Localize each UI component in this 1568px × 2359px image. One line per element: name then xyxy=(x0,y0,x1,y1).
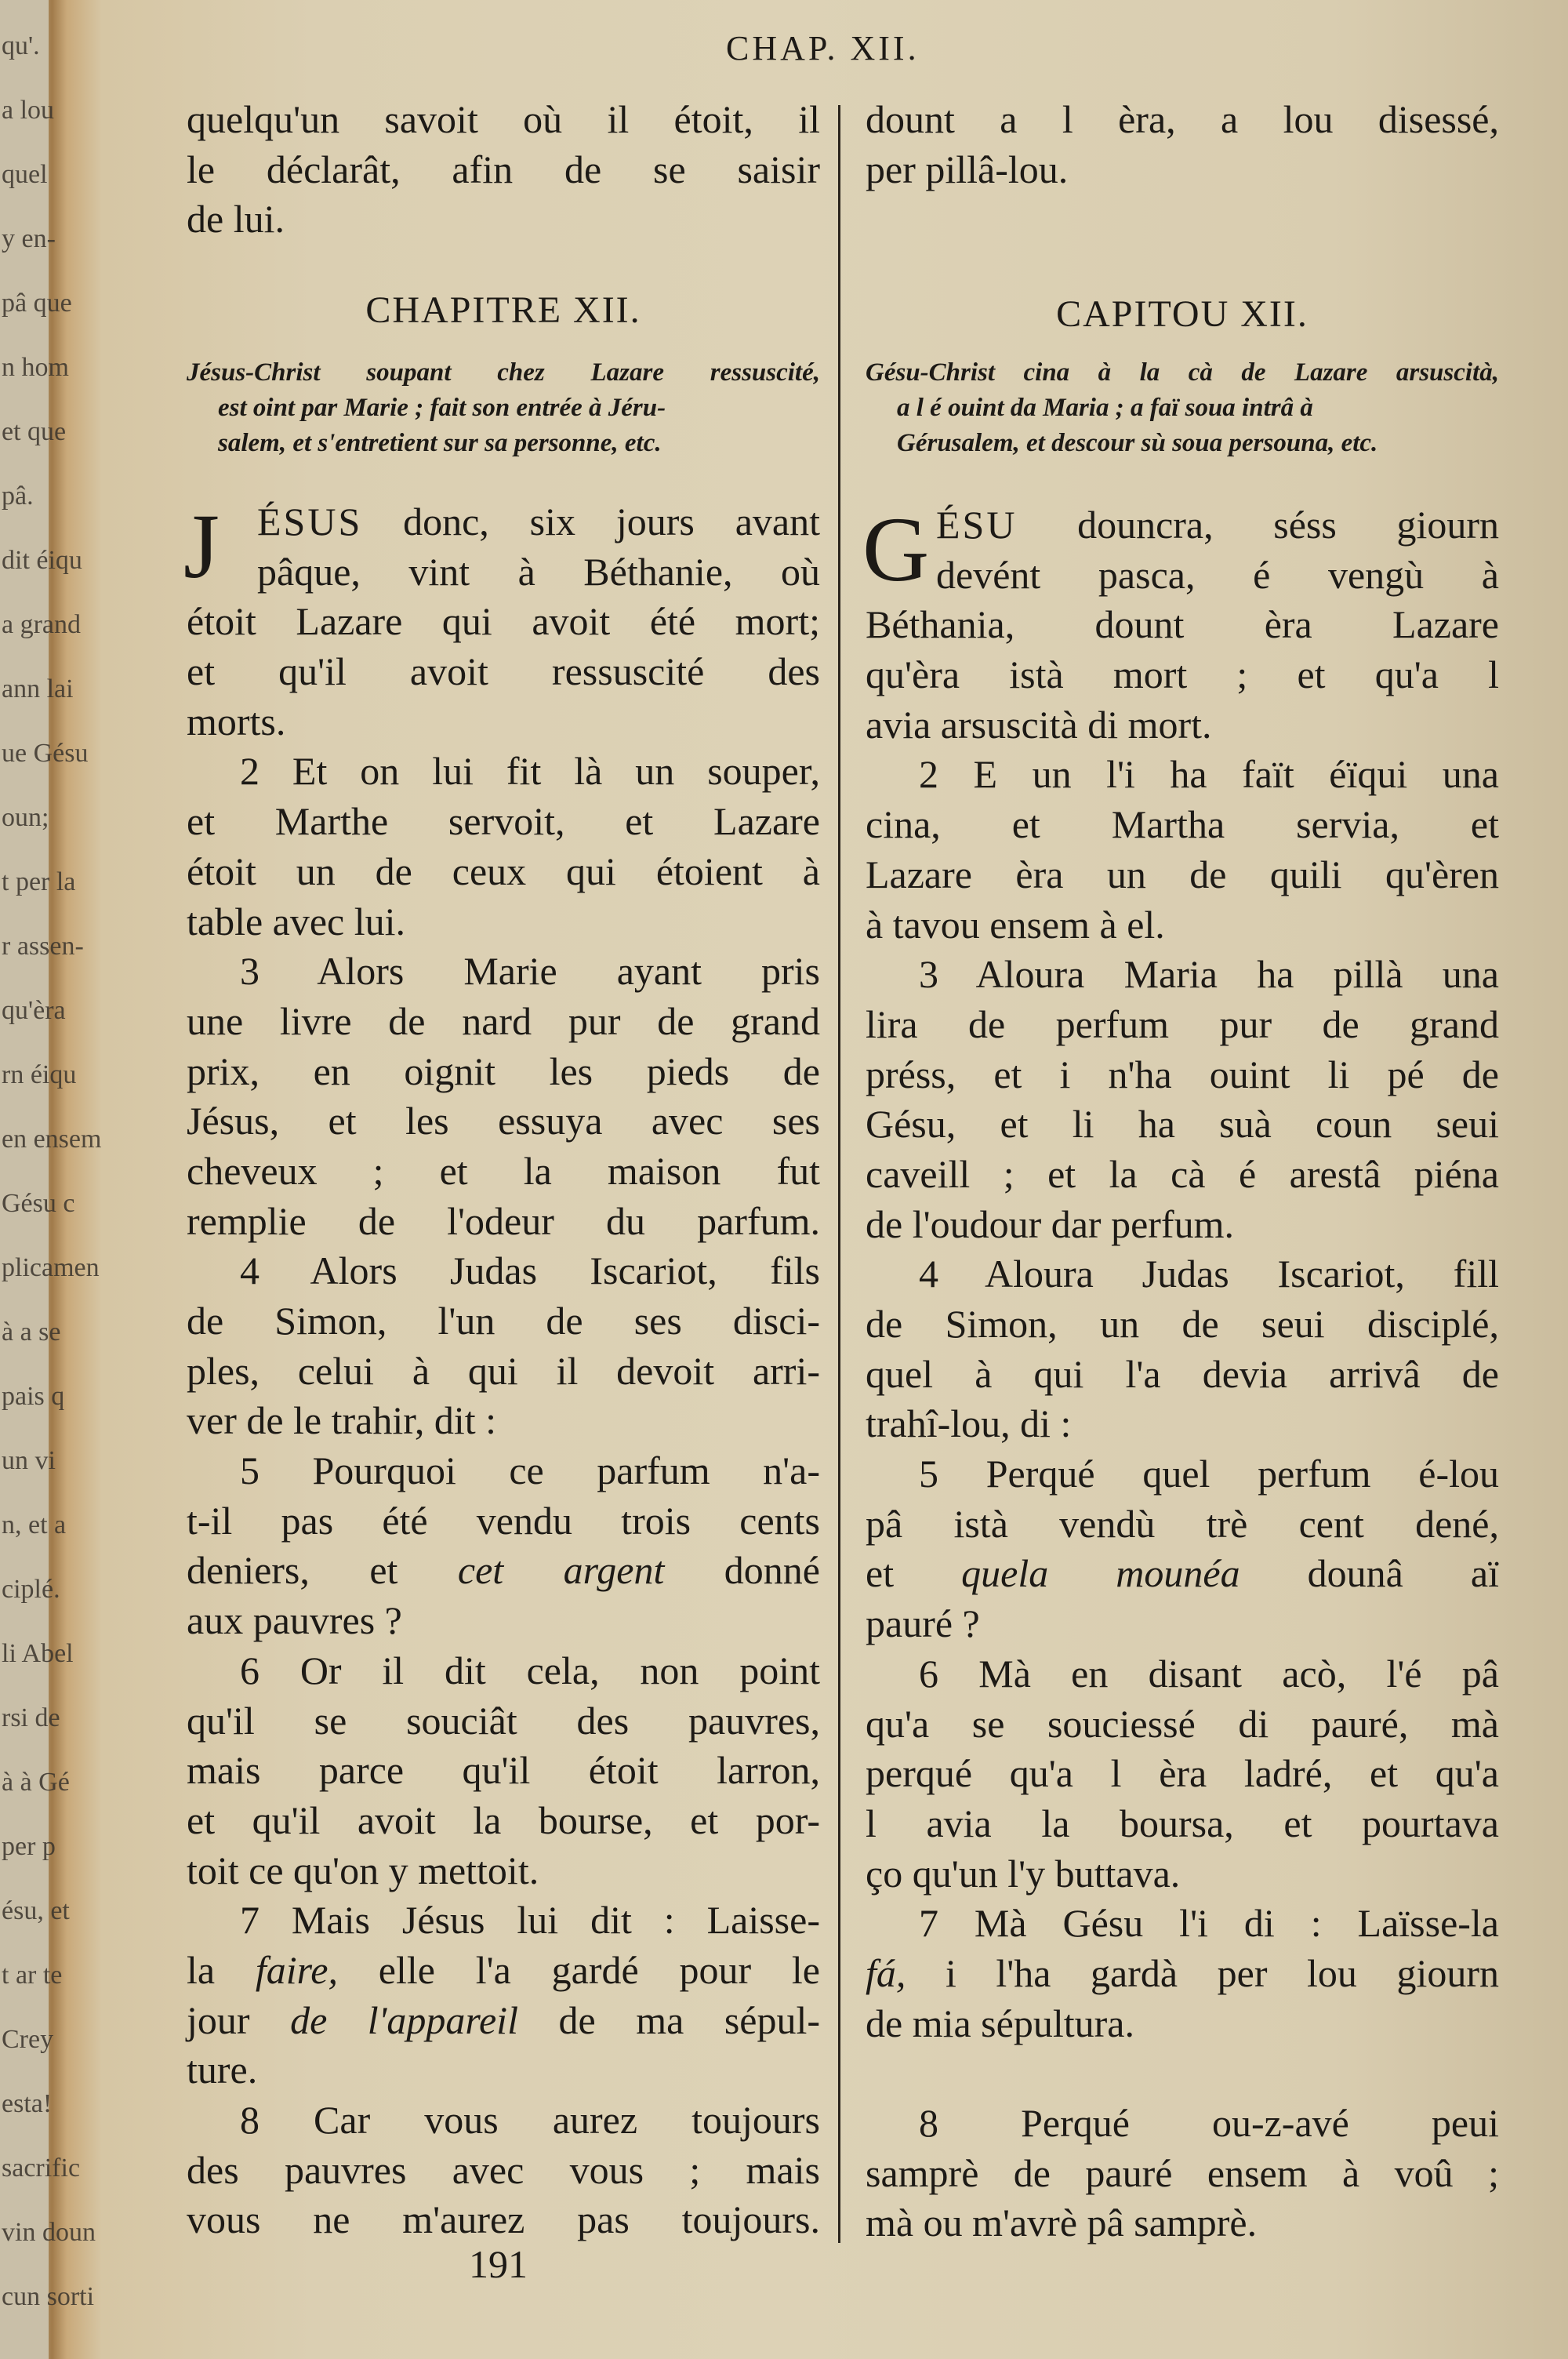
bleed-text-fragment: rsi de xyxy=(2,1703,60,1732)
text-line xyxy=(866,1299,1499,1350)
text-line xyxy=(866,551,1499,601)
line-text: ture. xyxy=(187,2048,258,2092)
line-text: caveill ; et la cà é arestâ piéna xyxy=(866,1151,1499,1196)
text-line xyxy=(187,747,820,797)
text-line xyxy=(187,1996,820,2046)
french-column xyxy=(187,95,820,245)
bleed-text-fragment: r assen- xyxy=(2,932,84,961)
text-line xyxy=(866,2149,1499,2199)
bleed-text-fragment: a grand xyxy=(2,610,82,639)
line-text: Béthania, dount èra Lazare xyxy=(866,602,1499,647)
text-line xyxy=(187,897,820,947)
text-line xyxy=(866,850,1499,900)
text-line xyxy=(866,950,1499,1000)
line-text: t-il pas été vendu trois cents xyxy=(187,1498,820,1543)
bleed-text-fragment: esta! xyxy=(2,2089,53,2118)
line-text: i l'ha gardà per lou giourn xyxy=(906,1950,1499,1995)
drop-cap: J xyxy=(183,495,220,598)
line-text: 5 Perqué quel perfum é-lou xyxy=(919,1452,1499,1496)
italic-text: quela mounéa xyxy=(961,1551,1240,1596)
text-line xyxy=(187,547,820,598)
line-text: préss, et i n'ha ouint li pé de xyxy=(866,1052,1499,1096)
text-line xyxy=(187,1296,820,1347)
text-line xyxy=(866,1050,1499,1100)
text-line xyxy=(866,194,1499,245)
line-text: prix, en oignit les pieds de xyxy=(187,1049,820,1093)
running-head: CHAP. XII. xyxy=(726,29,920,67)
text-line xyxy=(187,2146,820,2196)
text-line xyxy=(866,1649,1499,1699)
line-text: qu'èra istà mort ; et qu'a l xyxy=(866,652,1499,697)
french-chapter-summary xyxy=(187,355,820,461)
bleed-text-fragment: pâ. xyxy=(2,482,34,511)
line-text: 3 Alors Marie ayant pris xyxy=(240,949,820,994)
line-text: le déclarât, afin de se saisir xyxy=(187,147,820,191)
italic-text: cet argent xyxy=(457,1548,665,1593)
line-text: qu'a se souciessé di pauré, mà xyxy=(866,1701,1499,1746)
bleed-text-fragment: plicamen xyxy=(2,1253,100,1282)
line-text: dounâ aï xyxy=(1240,1551,1500,1596)
text-line xyxy=(866,2198,1499,2248)
text-line xyxy=(187,1246,820,1296)
line-text: dount a l èra, a lou disessé, xyxy=(866,97,1499,141)
line-text: étoit un de ceux qui étoient à xyxy=(187,849,820,893)
bleed-text-fragment: ciplé. xyxy=(2,1575,60,1604)
text-line xyxy=(866,1749,1499,1799)
line-text: de l'oudour dar perfum. xyxy=(866,1201,1234,1246)
line-text: 6 Mà en disant acò, l'é pâ xyxy=(919,1651,1499,1696)
bleed-text-fragment: a lou xyxy=(2,96,55,125)
bleed-text-fragment: Gésu c xyxy=(2,1189,75,1218)
text-line xyxy=(866,1999,1499,2049)
bleed-text-fragment: pâ que xyxy=(2,289,72,318)
italic-text: faire, xyxy=(255,1947,338,1992)
bleed-text-fragment: à à Gé xyxy=(2,1768,70,1797)
page-number: 191 xyxy=(469,2242,528,2286)
bleed-text-fragment: et que xyxy=(2,417,67,446)
bleed-text-fragment: pais q xyxy=(2,1382,65,1411)
text-line xyxy=(187,1896,820,1946)
text-line xyxy=(187,947,820,997)
line-text: donné xyxy=(664,1548,821,1593)
provencal-column xyxy=(866,95,1499,245)
text-line xyxy=(866,900,1499,951)
text-line xyxy=(866,1399,1499,1449)
bleed-text-fragment: rn éiqu xyxy=(2,1060,77,1089)
text-line xyxy=(866,600,1499,650)
text-line xyxy=(866,1150,1499,1200)
text-line xyxy=(187,1646,820,1696)
text-line xyxy=(866,1000,1499,1050)
bleed-text-fragment: oun; xyxy=(2,803,49,832)
text-line xyxy=(187,997,820,1047)
line-text: étoit Lazare qui avoit été mort; xyxy=(187,599,820,644)
text-line xyxy=(187,797,820,847)
text-line xyxy=(187,1096,820,1147)
line-text: 2 E un l'i ha faït éïqui una xyxy=(919,752,1499,797)
line-text: samprè de pauré ensem à voû ; xyxy=(866,2150,1499,2195)
bleed-text-fragment: quel xyxy=(2,160,48,189)
small-caps-word: ÉSUS xyxy=(257,500,363,543)
text-line xyxy=(187,145,820,195)
text-line xyxy=(187,1347,820,1397)
line-text: mà ou m'avrè pâ samprè. xyxy=(866,2201,1258,2245)
summary-line: Gérusalem, et descour sù soua persouna, etc. xyxy=(897,429,1378,457)
line-text: quel à qui l'a devia arrivâ de xyxy=(866,1351,1499,1396)
text-line xyxy=(866,1249,1499,1299)
line-text: mais parce qu'il étoit larron, xyxy=(187,1748,820,1793)
text-line xyxy=(866,1350,1499,1400)
provencal-chapter-summary xyxy=(866,355,1499,461)
text-line xyxy=(187,847,820,897)
text-line xyxy=(187,1147,820,1197)
bleed-text-fragment: n hom xyxy=(2,353,69,382)
line-text: de mia sépultura. xyxy=(866,2001,1134,2045)
french-chapter-heading: CHAPITRE XII. xyxy=(365,289,641,331)
line-text: vous ne m'aurez pas toujours. xyxy=(187,2197,820,2242)
line-text: 5 Pourquoi ce parfum n'a- xyxy=(240,1448,820,1493)
line-text: table avec lui. xyxy=(187,899,406,943)
line-text: douncra, séss giourn xyxy=(1017,503,1499,547)
text-line xyxy=(187,1446,820,1496)
line-text: qu'il se souciât des pauvres, xyxy=(187,1698,820,1743)
line-text: ver de le trahir, dit : xyxy=(187,1398,497,1443)
text-line xyxy=(866,1949,1499,1999)
bleed-text-fragment: à a se xyxy=(2,1318,61,1347)
line-text: et qu'il avoit ressuscité des xyxy=(187,649,820,694)
bleed-text-fragment: ésu, et xyxy=(2,1896,70,1925)
line-text: devént pasca, é vengù à xyxy=(936,552,1499,597)
summary-line: est oint par Marie ; fait son entrée à Jéru- xyxy=(218,394,666,422)
text-line xyxy=(866,2099,1499,2149)
line-text: 8 Perqué ou-z-avé peui xyxy=(919,2101,1499,2145)
line-text: ples, celui à qui il devoit arri- xyxy=(187,1348,820,1393)
text-line xyxy=(866,700,1499,751)
bleed-text-fragment: ann lai xyxy=(2,674,74,703)
line-text: deniers, et xyxy=(187,1548,458,1593)
text-line xyxy=(187,1546,820,1596)
line-text: toit ce qu'on y mettoit. xyxy=(187,1848,539,1892)
text-line xyxy=(187,1696,820,1747)
line-text: de Simon, un de seui disciplé, xyxy=(866,1302,1499,1346)
text-line xyxy=(187,2045,820,2095)
text-line xyxy=(866,1699,1499,1750)
line-text: l avia la boursa, et pourtava xyxy=(866,1801,1499,1845)
line-text: cheveux ; et la maison fut xyxy=(187,1148,820,1193)
line-text: trahî-lou, di : xyxy=(866,1401,1072,1446)
line-text: et xyxy=(866,1551,962,1596)
text-line xyxy=(866,800,1499,850)
text-line xyxy=(187,194,820,245)
line-text: donc, six jours avant xyxy=(362,500,820,543)
summary-line: Gésu-Christ cina à la cà de Lazare arsuscità, xyxy=(866,358,1499,387)
line-text: Lazare èra un de quili qu'èren xyxy=(866,852,1499,896)
bleed-text-fragment: en ensem xyxy=(2,1125,102,1154)
text-line xyxy=(866,1100,1499,1150)
line-text: ço qu'un l'y buttava. xyxy=(866,1851,1181,1896)
bleed-text-fragment: ue Gésu xyxy=(2,739,89,768)
bleed-text-fragment: y en- xyxy=(2,224,56,253)
text-line xyxy=(187,1197,820,1247)
line-text: cina, et Martha servia, et xyxy=(866,802,1499,847)
text-line xyxy=(866,1200,1499,1250)
text-line xyxy=(866,1899,1499,1949)
text-line xyxy=(187,1496,820,1547)
line-text: et qu'il avoit la bourse, et por- xyxy=(187,1797,820,1842)
text-line xyxy=(187,2095,820,2146)
line-text: et Marthe servoit, et Lazare xyxy=(187,799,820,844)
text-line xyxy=(187,1596,820,1646)
text-line xyxy=(187,1396,820,1446)
text-line xyxy=(866,750,1499,800)
line-text: 7 Mais Jésus lui dit : Laisse- xyxy=(240,1898,820,1943)
line-text: lira de perfum pur de grand xyxy=(866,1001,1499,1046)
line-text: pauré ? xyxy=(866,1601,980,1646)
line-text: morts. xyxy=(187,699,286,743)
line-text: per pillâ-lou. xyxy=(866,147,1069,191)
bleed-text-fragment: Crey xyxy=(2,2025,54,2054)
text-line xyxy=(866,145,1499,195)
bleed-text-fragment: li Abel xyxy=(2,1639,74,1668)
text-line xyxy=(187,1946,820,1996)
text-line xyxy=(187,95,820,145)
line-text: pâque, vint à Béthanie, où xyxy=(257,549,820,594)
line-text: une livre de nard pur de grand xyxy=(187,998,820,1043)
line-text: avia arsuscità di mort. xyxy=(866,702,1212,747)
bleed-text-fragment: t per la xyxy=(2,867,76,896)
bleed-text-fragment: cun sorti xyxy=(2,2282,95,2311)
summary-line: Jésus-Christ soupant chez Lazare ressuscité, xyxy=(187,358,820,387)
line-text: aux pauvres ? xyxy=(187,1598,402,1643)
line-text: 8 Car vous aurez toujours xyxy=(240,2098,820,2142)
text-line xyxy=(866,95,1499,145)
text-line xyxy=(866,1499,1499,1550)
summary-line: salem, et s'entretient sur sa personne, etc. xyxy=(218,429,662,457)
line-text: perqué qu'a l èra ladré, et qu'a xyxy=(866,1751,1499,1796)
line-text: jour xyxy=(187,1997,291,2042)
line-text: 4 Aloura Judas Iscariot, fill xyxy=(919,1252,1499,1296)
line-text: quelqu'un savoit où il étoit, il xyxy=(187,97,820,141)
line-text: pâ istà vendù trè cent dené, xyxy=(866,1501,1499,1546)
line-text: remplie de l'odeur du parfum. xyxy=(187,1198,820,1243)
line-text: la xyxy=(187,1947,256,1992)
line-text: 4 Alors Judas Iscariot, fils xyxy=(240,1249,820,1293)
bleed-text-fragment: per p xyxy=(2,1832,56,1861)
provencal-body xyxy=(862,498,1500,2248)
bleed-text-fragment: qu'. xyxy=(2,31,40,60)
text-line xyxy=(866,1449,1499,1499)
line-text: 2 Et on lui fit là un souper, xyxy=(240,749,820,794)
text-line xyxy=(866,650,1499,700)
text-line xyxy=(866,1549,1499,1599)
text-line xyxy=(187,2195,820,2245)
column-divider xyxy=(838,105,840,2243)
text-line xyxy=(187,1796,820,1846)
adjacent-page-margin xyxy=(0,0,102,2359)
line-text: Jésus, et les essuya avec ses xyxy=(187,1099,820,1143)
text-line xyxy=(866,2048,1499,2099)
text-line xyxy=(187,1746,820,1796)
summary-line: a l é ouint da Maria ; a faï soua intrâ à xyxy=(897,394,1313,422)
bleed-text-fragment: qu'èra xyxy=(2,996,66,1025)
bleed-text-fragment: sacrific xyxy=(2,2154,81,2183)
bleed-text-fragment: dit éiqu xyxy=(2,546,82,575)
italic-text: fá, xyxy=(866,1950,906,1995)
line-text: des pauvres avec vous ; mais xyxy=(187,2147,820,2192)
text-line xyxy=(866,1849,1499,1899)
line-text: Gésu, et li ha suà coun seui xyxy=(866,1102,1499,1147)
small-caps-word: ÉSU xyxy=(936,503,1018,547)
line-text: elle l'a gardé pour le xyxy=(337,1947,820,1992)
text-line xyxy=(866,1799,1499,1849)
italic-text: de l'appareil xyxy=(290,1997,518,2042)
bleed-text-fragment: vin doun xyxy=(2,2218,96,2247)
line-text: 6 Or il dit cela, non point xyxy=(240,1648,820,1692)
text-line xyxy=(187,597,820,647)
provencal-chapter-heading: CAPITOU XII. xyxy=(1056,293,1308,335)
french-body xyxy=(183,495,821,2245)
line-text: de Simon, l'un de ses disci- xyxy=(187,1299,820,1343)
line-text: 3 Aloura Maria ha pillà una xyxy=(919,952,1499,997)
text-line xyxy=(187,1846,820,1896)
bleed-text-fragment: t ar te xyxy=(2,1961,63,1990)
line-text: de lui. xyxy=(187,197,285,242)
text-line xyxy=(187,647,820,697)
bleed-text-fragment: un vi xyxy=(2,1446,56,1475)
bleed-text-fragment: n, et a xyxy=(2,1510,67,1539)
line-text: de ma sépul- xyxy=(517,1997,821,2042)
text-line xyxy=(187,697,820,747)
line-text: à tavou ensem à el. xyxy=(866,902,1165,947)
text-line xyxy=(866,1599,1499,1649)
line-text: 7 Mà Gésu l'i di : Laïsse-la xyxy=(919,1901,1499,1946)
drop-cap: G xyxy=(862,498,930,601)
text-line xyxy=(187,1047,820,1097)
